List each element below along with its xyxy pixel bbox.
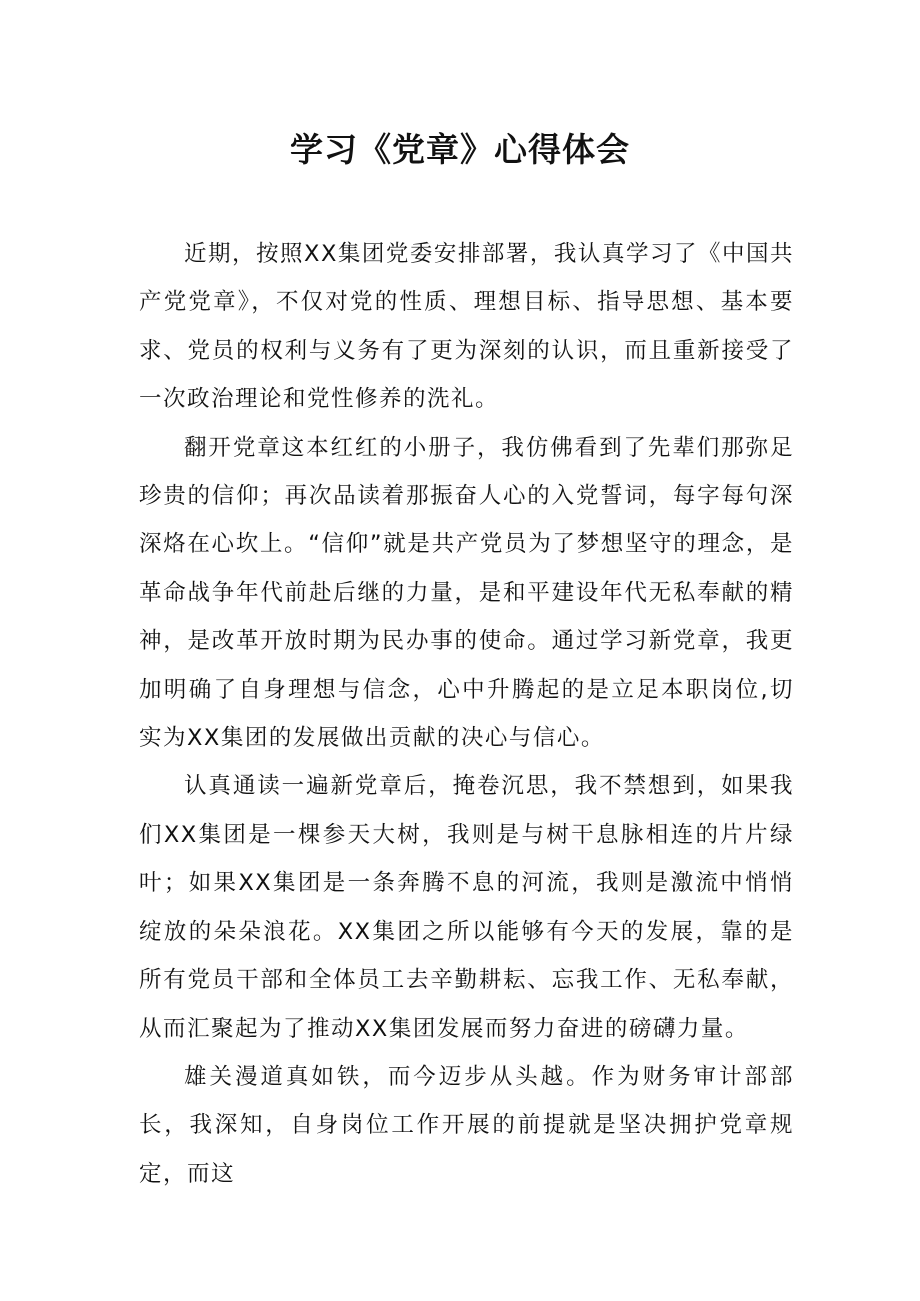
document-title: 学习《党章》心得体会	[290, 130, 630, 169]
paragraph: 认真通读一遍新党章后，掩卷沉思，我不禁想到，如果我们XX集团是一棵参天大树，我则是与树干息脉相连的片片绿叶；如果XX集团是一条奔腾不息的河流，我则是激流中悄悄绽放的朵朵浪花。XX集团之所以能够有今天的发展，靠的是所有党员干部和全体员工去辛勤耕耘、忘我工作、无私奉献，从而汇聚起为了推动XX集团发展而努力奋进的磅礴力量。	[139, 773, 794, 1042]
paragraph: 翻开党章这本红红的小册子，我仿佛看到了先辈们那弥足珍贵的信仰；再次品读着那振奋人心的入党誓词，每字每句深深烙在心坎上。“信仰”就是共产党员为了梦想坚守的理念，是革命战争年代前赴后继的力量，是和平建设年代无私奉献的精神，是改革开放时期为民办事的使命。通过学习新党章，我更加明确了自身理想与信念，心中升腾起的是立足本职岗位,切实为XX集团的发展做出贡献的决心与信心。	[139, 434, 794, 752]
paragraph: 近期，按照XX集团党委安排部署，我认真学习了《中国共产党党章》，不仅对党的性质、理想目标、指导思想、基本要求、党员的权利与义务有了更为深刻的认识，而且重新接受了一次政治理论和党性修养的洗礼。	[139, 241, 794, 413]
document-body	[139, 230, 794, 1198]
paragraph: 雄关漫道真如铁，而今迈步从头越。作为财务审计部部长，我深知，自身岗位工作开展的前提就是坚决拥护党章规定，而这	[139, 1063, 794, 1187]
